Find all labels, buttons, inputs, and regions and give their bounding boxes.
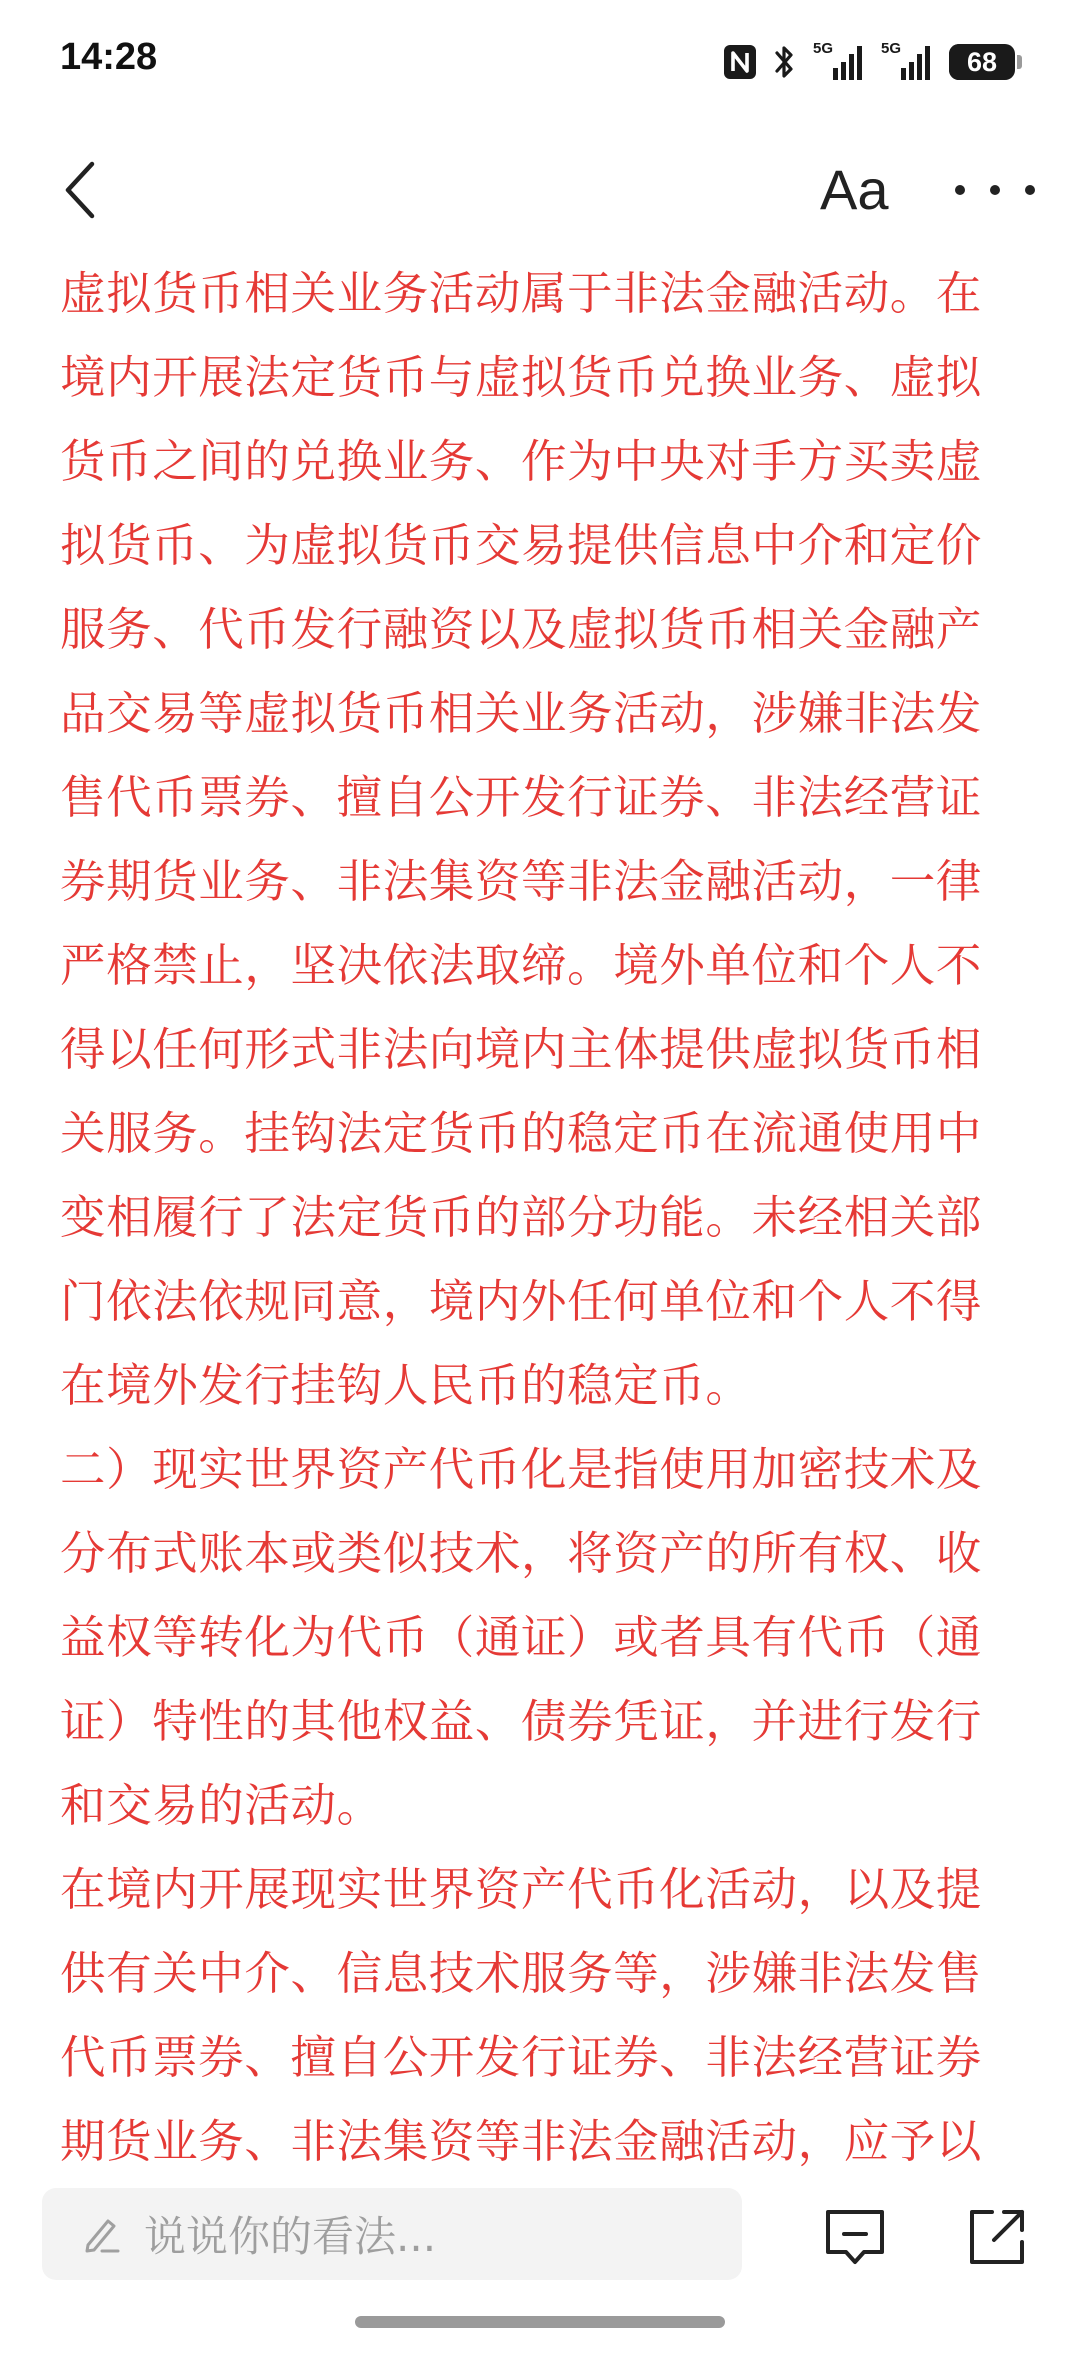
share-button[interactable] (962, 2202, 1032, 2272)
more-dots-icon (1025, 185, 1035, 195)
network-label: 5G (813, 40, 834, 57)
font-size-button[interactable]: Aa (820, 157, 889, 221)
comment-input[interactable] (42, 2188, 742, 2280)
home-indicator[interactable] (355, 2316, 725, 2328)
battery-body (949, 44, 1015, 80)
article-paragraph: 在境内开展现实世界资产代币化活动，以及提供有关中介、信息技术服务等，涉嫌非法发售代币票券、擅自公开发行证券、非法经营证券期货业务、非法集资等非法金融活动，应予以 (60, 1863, 983, 2168)
article-paragraph: 虚拟货币相关业务活动属于非法金融活动。在境内开展法定货币与虚拟货币兑换业务、虚拟货币之间的兑换业务、作为中央对手方买卖虚拟货币、为虚拟货币交易提供信息中介和定价服务、代币发行融资以及虚拟货币相关金融产品交易等虚拟货币相关业务活动，涉嫌非法发售代币票券、擅自公开发行证券、非法经营证券期货业务、非法集资等非法金融活动，一律严格禁止，坚决依法取缔。境外单位和个人不得以任何形式非法向境内主体提供虚拟货币相关服务。挂钩法定货币的稳定币在流通使用中变相履行了法定货币的部分功能。未经相关部门依法依规同意，境内外任何单位和个人不得在境外发行挂钩人民币的稳定币。 (60, 267, 983, 1412)
status-time: 14:28 (60, 36, 158, 78)
bottom-action-bar (0, 2180, 1080, 2300)
bluetooth-icon (773, 43, 797, 81)
more-button[interactable] (955, 162, 1035, 218)
status-bar (0, 0, 1080, 120)
back-button[interactable] (50, 158, 110, 222)
article-toolbar (0, 140, 1080, 240)
comment-icon (820, 2202, 890, 2272)
pen-icon (82, 2213, 122, 2255)
article-body (60, 252, 1020, 2172)
comment-placeholder: 说说你的看法... (144, 2212, 437, 2261)
signal-5g-icon (881, 42, 933, 82)
battery-icon (949, 44, 1022, 80)
more-dots-icon (955, 185, 965, 195)
signal-5g-icon (813, 42, 865, 82)
status-icons (723, 40, 1022, 84)
comment-button[interactable] (820, 2202, 890, 2272)
article-paragraph: 二）现实世界资产代币化是指使用加密技术及分布式账本或类似技术，将资产的所有权、收益权等转化为代币（通证）或者具有代币（通证）特性的其他权益、债券凭证，并进行发行和交易的活动。 (60, 1443, 983, 1832)
chevron-left-icon (62, 160, 98, 220)
more-dots-icon (990, 185, 1000, 195)
nfc-icon (723, 44, 757, 80)
battery-cap (1017, 55, 1022, 69)
battery-level: 68 (966, 46, 998, 77)
share-icon (962, 2202, 1032, 2272)
network-label: 5G (881, 40, 902, 57)
